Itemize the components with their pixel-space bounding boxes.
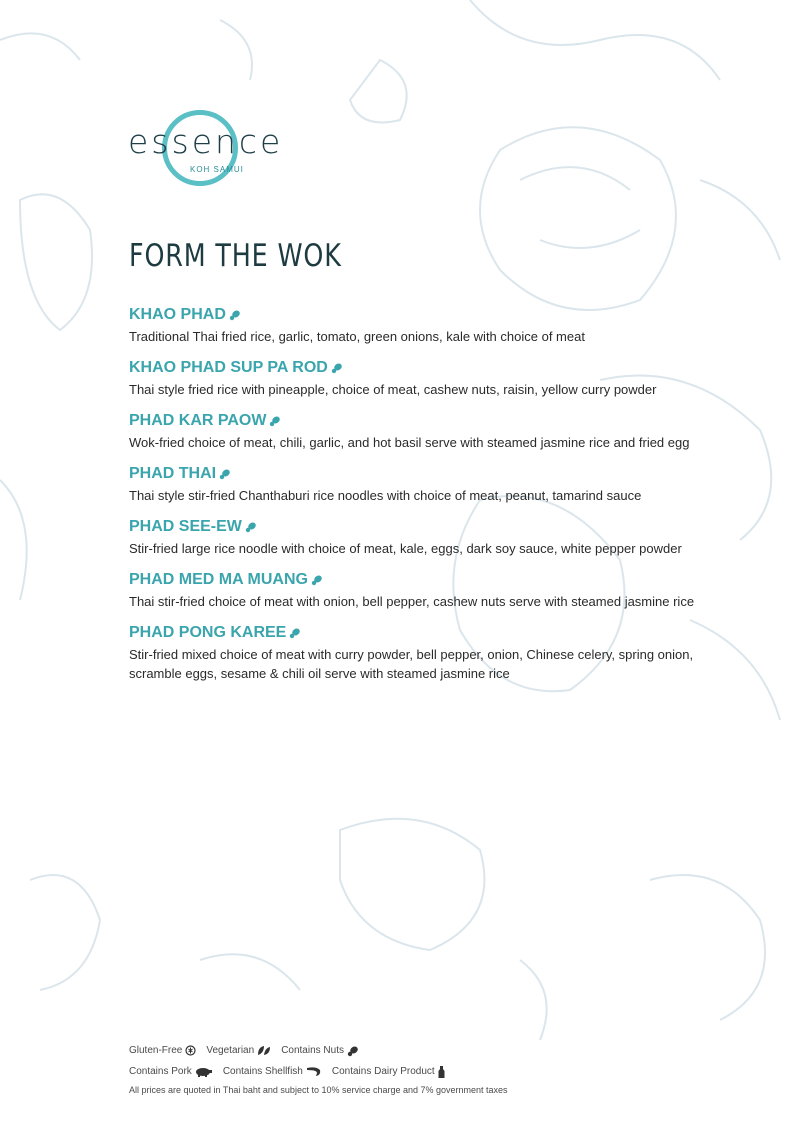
nuts-icon [245,521,257,533]
legend-row [129,1040,508,1061]
legend-gluten-free [129,1045,196,1056]
item-name: PHAD PONG KAREE [129,624,287,641]
legend-contains-dairy [332,1066,445,1078]
item-description: Thai stir-fried choice of meat with onion, bell pepper, cashew nuts serve with steamed jasmine rice [129,594,695,609]
nuts-icon [229,309,241,321]
item-description: Stir-fried mixed choice of meat with curry powder, bell pepper, onion, Chinese celery, spring onion, scramble eggs, sesame & chili oil serve with steamed jasmine rice [129,647,694,681]
item-description: Thai style stir-fried Chanthaburi rice noodles with choice of meat, peanut, tamarind sauce [129,488,642,503]
pricing-note: All prices are quoted in Thai baht and subject to 10% service charge and 7% government taxes [129,1085,508,1095]
nuts-icon [331,362,343,374]
menu-item [129,463,709,505]
item-name: KHAO PHAD [129,306,226,323]
legend-label: Contains Nuts [281,1045,344,1056]
legend-label: Gluten-Free [129,1045,183,1056]
menu-item [129,516,709,558]
legend-contains-nuts [281,1045,359,1057]
section-title: FORM THE WOK [129,238,342,274]
legend-label: Vegetarian [206,1045,255,1056]
shrimp-icon [306,1066,322,1077]
legend-contains-shellfish [223,1066,322,1077]
item-description: Stir-fried large rice noodle with choice of meat, kale, eggs, dark soy sauce, white pepper powder [129,541,682,556]
menu-item [129,569,709,611]
nuts-icon [311,574,323,586]
milk-bottle-icon [438,1066,445,1078]
legend-contains-pork [129,1066,213,1077]
menu-item [129,304,709,346]
nuts-icon [347,1045,359,1057]
nuts-icon [219,468,231,480]
logo-wordmark: essence [128,122,284,161]
item-name: PHAD MED MA MUANG [129,571,308,588]
dietary-legend [129,1040,508,1095]
nuts-icon [269,415,281,427]
leaf-icon [257,1045,271,1056]
menu-item [129,357,709,399]
legend-vegetarian [206,1045,271,1056]
menu-item [129,622,709,683]
item-name: PHAD THAI [129,465,217,482]
item-name: PHAD SEE-EW [129,518,242,535]
item-description: Traditional Thai fried rice, garlic, tomato, green onions, kale with choice of meat [129,329,585,344]
pig-icon [195,1067,213,1077]
item-name: PHAD KAR PAOW [129,412,267,429]
brand-logo [126,108,286,192]
menu-list [129,304,709,694]
nuts-icon [289,627,301,639]
item-name: KHAO PHAD SUP PA ROD [129,359,328,376]
legend-row [129,1061,508,1082]
logo-location: KOH SAMUI [190,165,244,174]
legend-label: Contains Shellfish [222,1066,303,1077]
item-description: Wok-fried choice of meat, chili, garlic, and hot basil serve with steamed jasmine rice and fried egg [129,435,690,450]
item-description: Thai style fried rice with pineapple, choice of meat, cashew nuts, raisin, yellow curry powder [129,382,657,397]
menu-item [129,410,709,452]
legend-label: Contains Dairy Product [331,1066,435,1077]
gluten-free-icon [185,1045,196,1056]
legend-label: Contains Pork [129,1066,192,1077]
